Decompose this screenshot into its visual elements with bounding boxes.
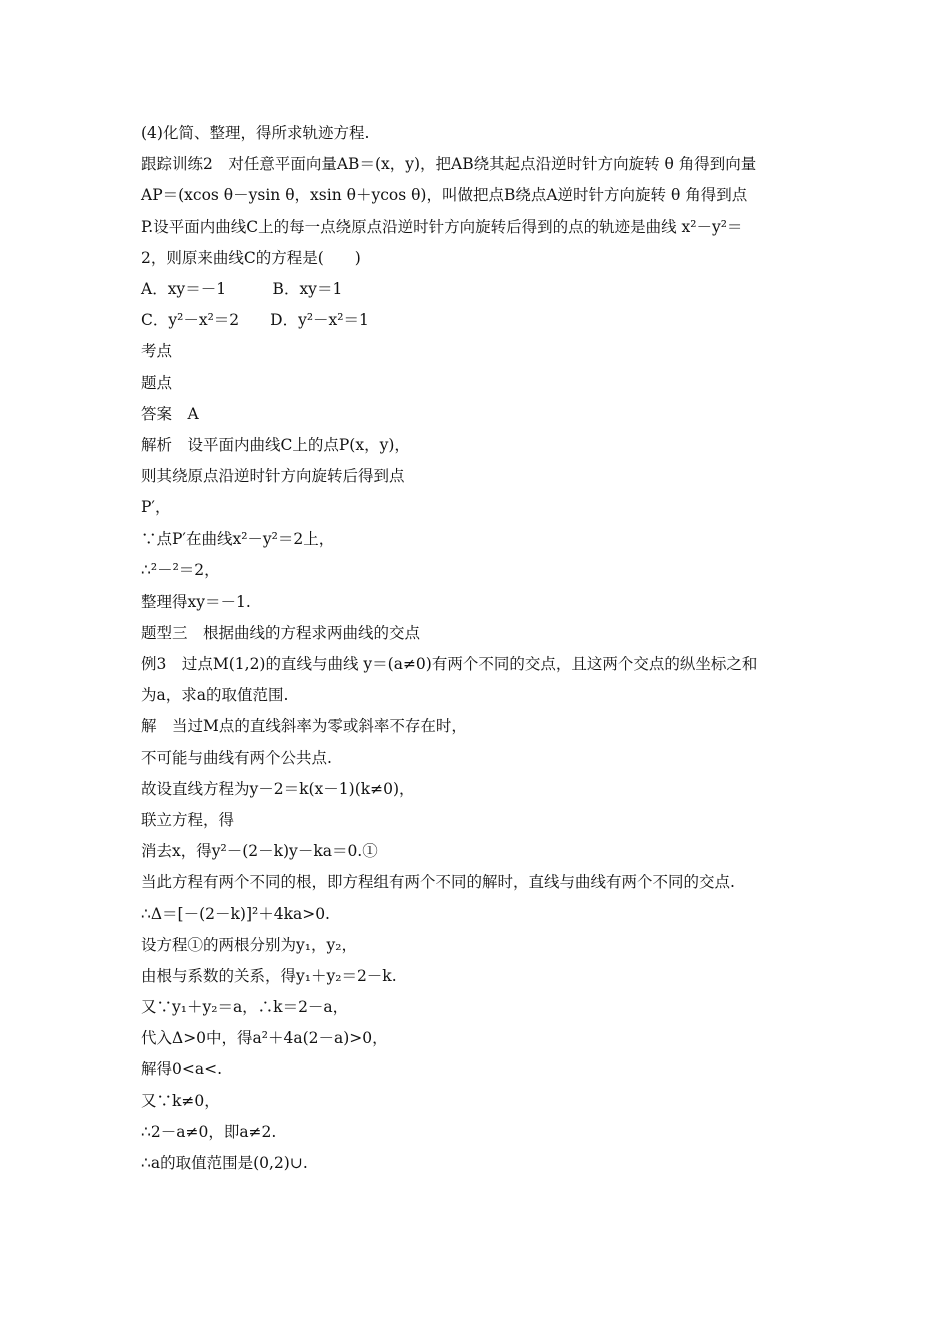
text-line: 解得0<a<. (141, 1060, 223, 1079)
text-line: AP＝(xcos θ－ysin θ，xsin θ＋ycos θ)，叫做把点B绕点A逆时针方向旋转 θ 角得到点 (141, 186, 748, 205)
text-line: 题点 (141, 373, 173, 392)
text-line: 答案 A (141, 404, 199, 423)
text-line: 跟踪训练2 对任意平面向量AB＝(x，y)，把AB绕其起点沿逆时针方向旋转 θ 角得到向量 (141, 155, 757, 174)
text-line: 则其绕原点沿逆时针方向旋转后得到点 (141, 467, 405, 486)
text-line: 由根与系数的关系，得y₁＋y₂＝2－k. (141, 966, 397, 985)
text-line: 2，则原来曲线C的方程是( ) (141, 248, 361, 267)
text-line: P′， (141, 498, 171, 517)
text-line: 故设直线方程为y－2＝k(x－1)(k≠0)， (141, 779, 415, 798)
text-line: 联立方程，得 (141, 810, 235, 829)
text-line: 不可能与曲线有两个公共点. (141, 748, 332, 767)
text-line: 解析 设平面内曲线C上的点P(x，y)， (141, 435, 410, 454)
text-line: C．y²－x²＝2 D．y²－x²＝1 (141, 311, 369, 330)
text-line: 解 当过M点的直线斜率为零或斜率不存在时， (141, 717, 467, 736)
text-line: 考点 (141, 342, 173, 361)
section-heading: 题型三 根据曲线的方程求两曲线的交点 (141, 623, 421, 642)
text-line: 消去x，得y²－(2－k)y－ka＝0.① (141, 842, 378, 861)
text-line: 设方程①的两根分别为y₁，y₂， (141, 935, 357, 954)
text-line: ∴2－a≠0，即a≠2. (141, 1122, 277, 1141)
text-line: 又∵y₁＋y₂＝a，∴k＝2－a， (141, 998, 349, 1017)
text-line: P.设平面内曲线C上的每一点绕原点沿逆时针方向旋转后得到的点的轨迹是曲线 x²－y²＝ (141, 217, 743, 236)
text-line: 又∵k≠0， (141, 1091, 220, 1110)
text-line: ∵点P′在曲线x²－y²＝2上， (141, 530, 335, 549)
text-line: A．xy＝－1 B．xy＝1 (141, 279, 343, 298)
text-line: 为a，求a的取值范围. (141, 686, 289, 705)
text-line: 整理得xy＝－1. (141, 592, 251, 611)
text-line: ∴a的取值范围是(0,2)∪. (141, 1154, 308, 1172)
document-page (141, 118, 821, 1179)
text-line: 例3 过点M(1,2)的直线与曲线 y＝(a≠0)有两个不同的交点，且这两个交点的纵坐标之和 (141, 655, 758, 673)
text-line: (4)化简、整理，得所求轨迹方程. (141, 124, 370, 142)
text-line: ∴²－²＝2， (141, 561, 220, 580)
text-line: ∴Δ＝[－(2－k)]²＋4ka>0. (141, 904, 330, 923)
text-line: 当此方程有两个不同的根，即方程组有两个不同的解时，直线与曲线有两个不同的交点. (141, 873, 735, 892)
text-line: 代入Δ>0中，得a²＋4a(2－a)>0， (141, 1029, 388, 1048)
